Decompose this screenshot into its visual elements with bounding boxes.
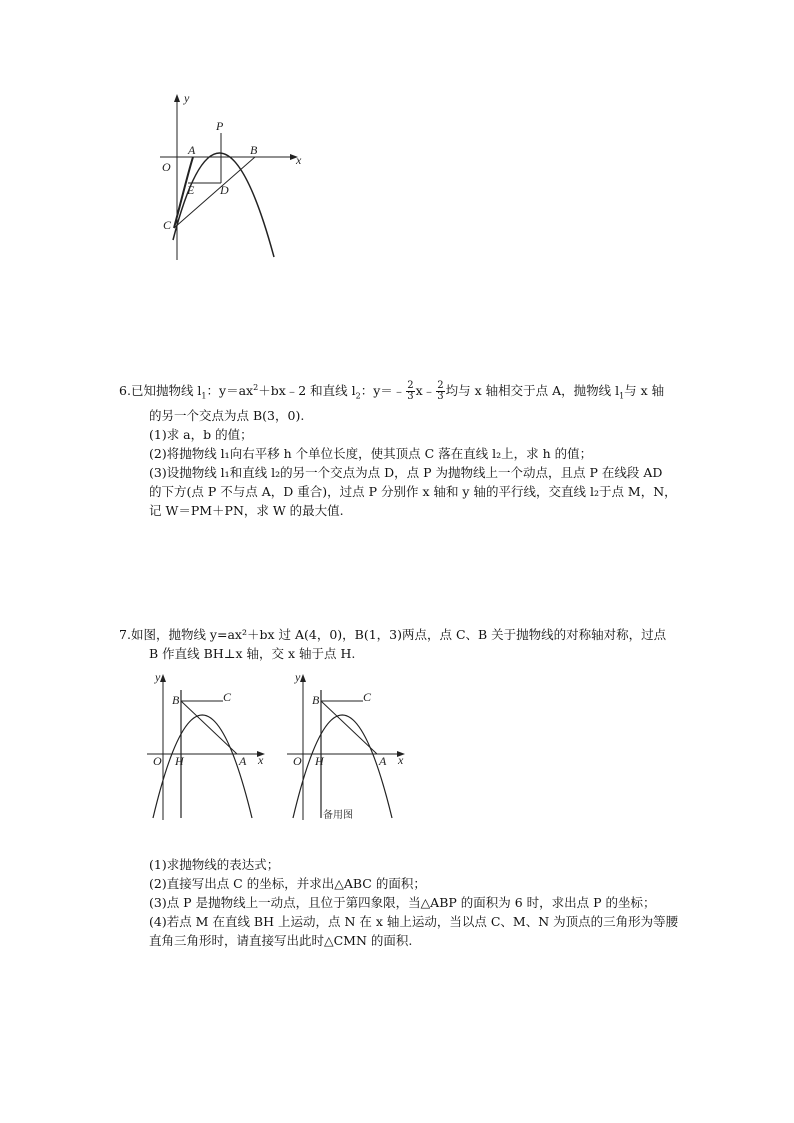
q7f2-label-b: B (312, 693, 320, 707)
q6-line-2: 的另一个交点为点 B(3，0). (149, 407, 305, 423)
q7f2-caption: 备用图 (323, 810, 353, 821)
fig-label-p: P (216, 119, 224, 133)
q6-sup: 2 (253, 383, 259, 392)
q6-text: x﹣ (415, 383, 436, 399)
q6-sub: 1 (201, 391, 207, 401)
q7f2-label-a: A (379, 754, 387, 768)
q7-part-3: (3)点 P 是抛物线上一动点，且位于第四象限，当△ABP 的面积为 6 时，求出点 P 的坐标； (149, 895, 656, 910)
q7-figure-2 (285, 668, 410, 823)
q6-line-1 (119, 378, 709, 406)
question-7-parts (119, 855, 709, 950)
q7f1-label-a: A (239, 754, 247, 768)
q7-text: 如图，抛物线 y=ax²＋bx 过 A(4，0)，B(1，3)两点，点 C、B 关于抛物线的对称轴对称，过点 (130, 627, 667, 642)
question-7 (119, 625, 709, 663)
q7f2-label-o: O (293, 754, 302, 768)
q6-fraction: $\frac{2}{3}$ (437, 380, 444, 403)
q7f2-label-c: C (363, 690, 372, 704)
q7-part-2: (2)直接写出点 C 的坐标，并求出△ABC 的面积； (149, 876, 426, 891)
q7-part-4b: 直角三角形时，请直接写出此时△CMN 的面积. (149, 933, 413, 948)
fig-label-b: B (250, 143, 258, 157)
q7f2-label-x: x (398, 753, 404, 767)
q6-part-2: (2)将抛物线 l₁向右平移 h 个单位长度，使其顶点 C 落在直线 l₂上，求 h 的值； (149, 445, 593, 461)
q7-figure-1 (145, 668, 270, 823)
q7f2-label-h: H (315, 754, 324, 768)
q7-line-1 (119, 625, 709, 644)
q7-line-2: B 作直线 BH⊥x 轴，交 x 轴于点 H. (149, 646, 356, 661)
q7f1-label-y: y (155, 670, 161, 684)
q7f1-label-o: O (153, 754, 162, 768)
q7f1-label-h: H (175, 754, 184, 768)
top-parabola-figure (160, 88, 310, 263)
fig-label-d: D (220, 183, 229, 197)
q6-sub: 2 (355, 391, 361, 401)
q7f2-label-y: y (295, 670, 301, 684)
fig-label-y: y (184, 91, 190, 105)
q6-part-1: (1)求 a，b 的值； (149, 426, 253, 442)
q6-text: 均与 x 轴相交于点 A，抛物线 l (445, 383, 620, 399)
q6-text: 与 x 轴 (624, 383, 665, 399)
q7-number: 7. (119, 627, 131, 642)
q7-part-1: (1)求抛物线的表达式； (149, 857, 280, 872)
q6-text: ：y＝﹣ (360, 383, 406, 399)
q7-part-4a: (4)若点 M 在直线 BH 上运动，点 N 在 x 轴上运动，当以点 C、M、N 为顶点的三角形为等腰 (149, 914, 679, 929)
q6-part-3a: (3)设抛物线 l₁和直线 l₂的另一个交点为点 D，点 P 为抛物线上一个动点，且点 P 在线段 AD (149, 464, 663, 480)
q6-part-3b: 的下方(点 P 不与点 A，D 重合)，过点 P 分别作 x 轴和 y 轴的平行线，交直线 l₂于点 M，N， (149, 483, 677, 499)
fig-label-a: A (188, 143, 196, 157)
q6-sub: 1 (619, 391, 625, 401)
fig-label-e: E (187, 183, 195, 197)
q6-number: 6. (119, 383, 131, 399)
q6-text: ：y＝ax (206, 383, 254, 399)
question-6 (119, 378, 709, 520)
q6-text: ＋bx﹣2 和直线 l (258, 383, 356, 399)
fig-label-o: O (162, 160, 171, 174)
q7f1-label-b: B (172, 693, 180, 707)
q6-text: 已知抛物线 l (130, 383, 202, 399)
q6-fraction: $\frac{2}{3}$ (407, 380, 414, 403)
fig-label-c: C (163, 218, 172, 232)
fig-label-x: x (296, 153, 302, 167)
q7f1-label-c: C (223, 690, 232, 704)
q6-part-3c: 记 W＝PM＋PN，求 W 的最大值. (149, 502, 344, 518)
q7f1-label-x: x (258, 753, 264, 767)
